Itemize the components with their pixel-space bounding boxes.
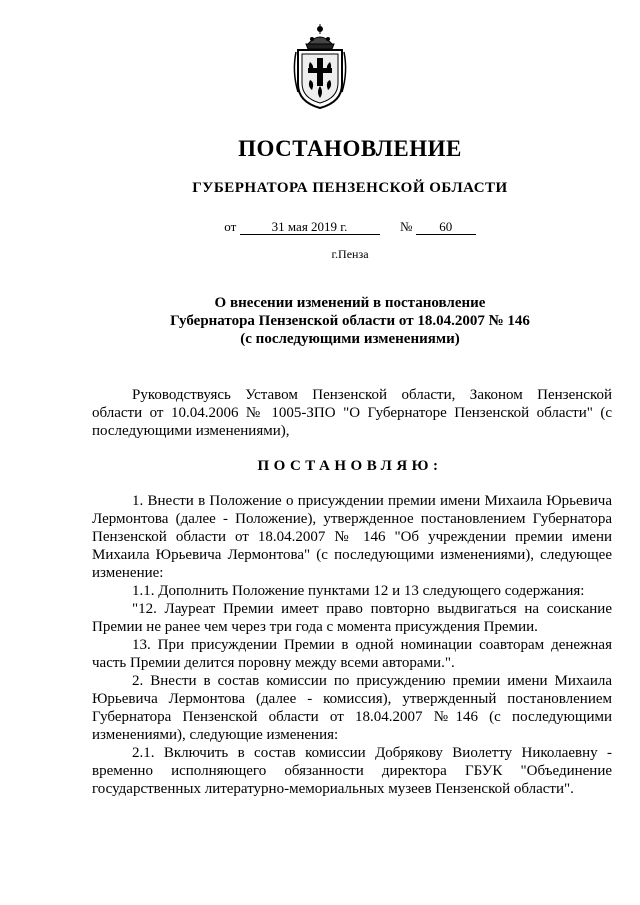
body-block: [92, 492, 612, 798]
heading-line: (с последующими изменениями): [240, 331, 460, 347]
document-number: 60: [416, 219, 476, 235]
heading-line: О внесении изменений в постановление: [214, 295, 486, 311]
coat-of-arms-emblem: [290, 22, 350, 112]
document-city: г.Пенза: [331, 247, 369, 261]
date-number-line: [0, 219, 640, 235]
paragraph: 2. Внести в состав комиссии по присуждению премии имени Михаила Юрьевича Лермонтова (далее - комиссия), утвержденный постановлением Губернатора Пензенской области от 18.04.2007 №146 (с последующими изменениями), следующие изменения:: [92, 673, 612, 743]
date-prefix: от: [224, 219, 237, 234]
preamble-block: [92, 386, 612, 440]
document-heading: [0, 294, 640, 348]
paragraph: 1. Внести в Положение о присуждении премии имени Михаила Юрьевича Лермонтова (далее - Положение), утвержденное постановлением Губернатора Пензенской области от 18.04.2007 № 146 "Об учреждении премии имени Михаила Юрьевича Лермонтова" (с последующими изменениями), следующее изменение:: [92, 493, 612, 581]
number-sign: №: [400, 219, 413, 234]
paragraph: "12. Лауреат Премии имеет право повторно выдвигаться на соискание Премии не ранее чем через три года с момента присуждения Премии.: [92, 601, 612, 635]
document-issuer: ГУБЕРНАТОРА ПЕНЗЕНСКОЙ ОБЛАСТИ: [192, 180, 508, 196]
decree-word: ПОСТАНОВЛЯЮ:: [257, 458, 443, 474]
paragraph: 1.1. Дополнить Положение пунктами 12 и 13 следующего содержания:: [132, 583, 585, 599]
paragraph: 13. При присуждении Премии в одной номинации соавторам денежная часть Премии делится поровну между всеми авторами.".: [92, 637, 612, 671]
paragraph: 2.1. Включить в состав комиссии Добрякову Виолетту Николаевну - временно исполняющего обязанности директора ГБУК "Объединение государственных литературно-мемориальных музеев Пензенской области".: [92, 745, 612, 797]
preamble-text: Руководствуясь Уставом Пензенской области, Законом Пензенской области от 10.04.2006 № 1005-ЗПО "О Губернаторе Пензенской области" (с последующими изменениями),: [92, 387, 612, 439]
heading-line: Губернатора Пензенской области от 18.04.2007 № 146: [170, 313, 530, 329]
document-title: ПОСТАНОВЛЕНИЕ: [238, 136, 462, 161]
document-date: 31 мая 2019 г.: [240, 219, 380, 235]
